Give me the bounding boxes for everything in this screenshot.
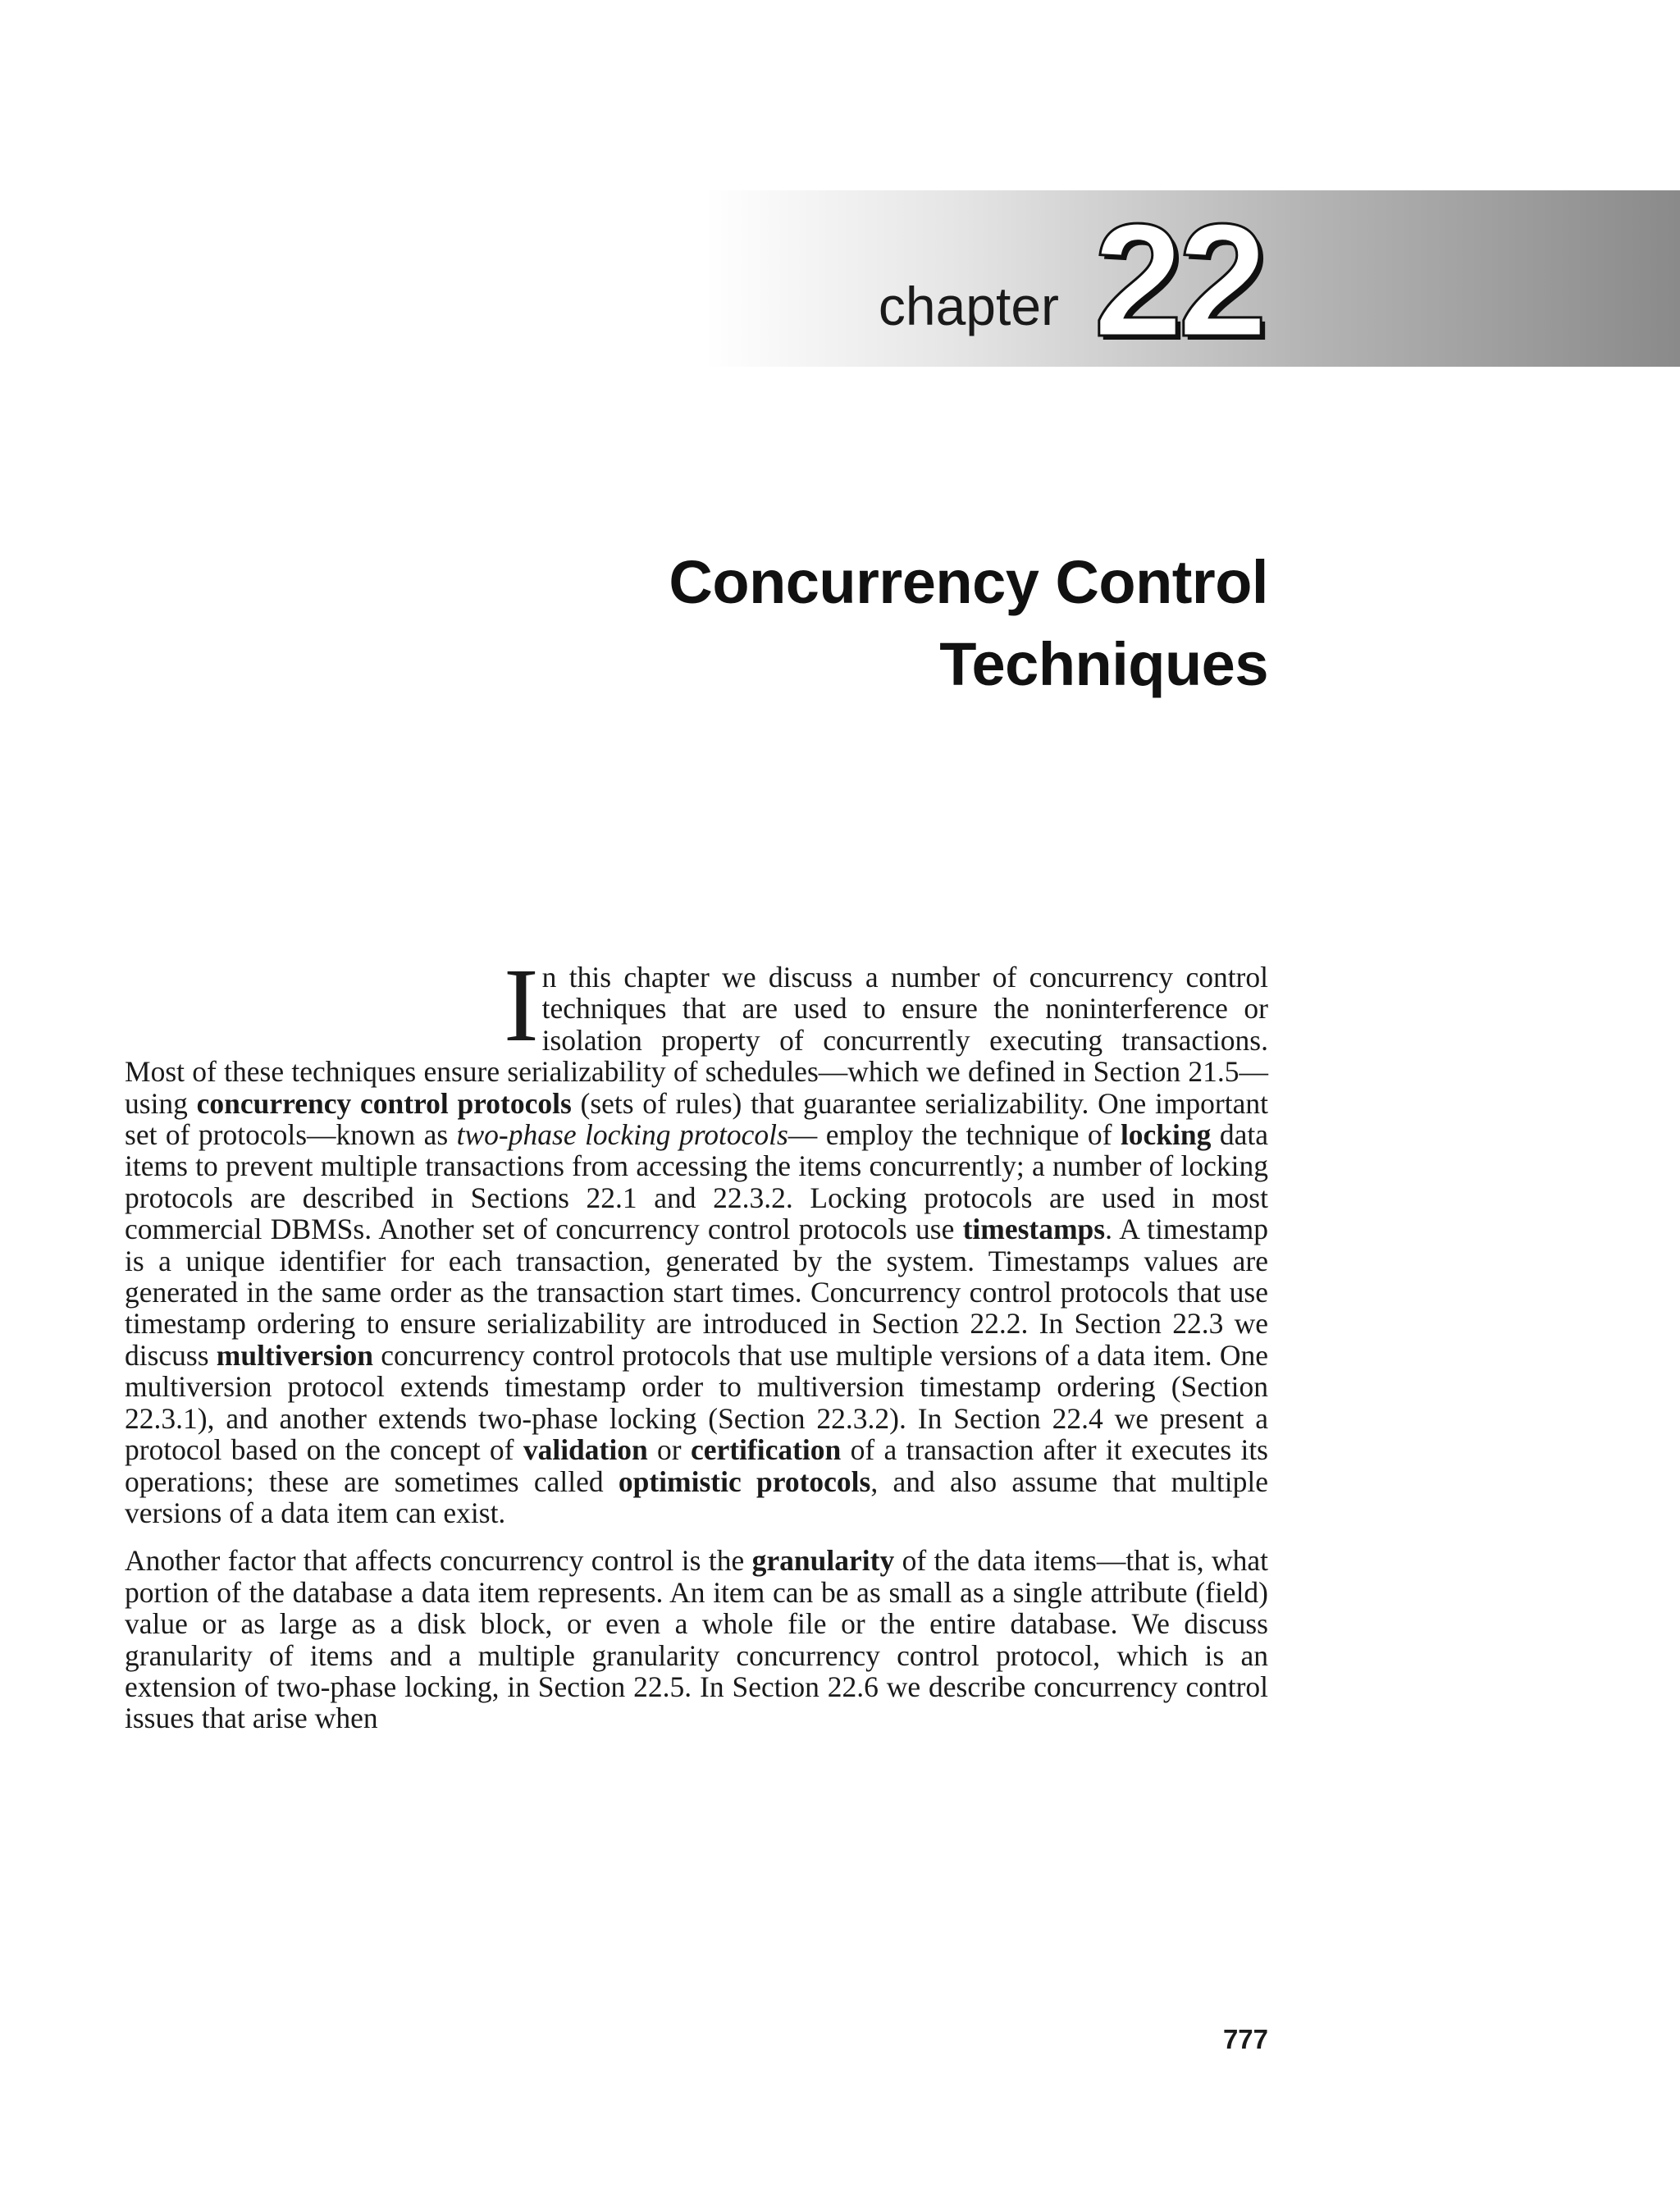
bold-term: certification bbox=[690, 1433, 842, 1467]
chapter-title-line-1: Concurrency Control bbox=[669, 547, 1268, 616]
intro-paragraph-1 bbox=[125, 947, 1269, 1529]
intro-paragraph-2 bbox=[125, 1545, 1268, 1734]
text-run: Another factor that affects concurrency control is the bbox=[125, 1544, 752, 1578]
bold-term: concurrency control protocols bbox=[196, 1086, 572, 1120]
text-run: data items to prevent multiple transactions from accessing the items concurrently; a number of locking protocols are described in Sections 22.1 and 22.3.2. Locking protocols are used in most commercial DBMSs. Another set of concurrency control protocols use bbox=[125, 1118, 1268, 1246]
bold-term: granularity bbox=[751, 1544, 895, 1578]
chapter-intro-body bbox=[125, 947, 1269, 1735]
text-run: of a transaction after it executes its operations; these are sometimes called bbox=[125, 1433, 1268, 1498]
chapter-title bbox=[669, 541, 1268, 706]
chapter-label: chapter bbox=[878, 276, 1059, 336]
chapter-title-line-2: Techniques bbox=[939, 629, 1268, 698]
bold-term: multiversion bbox=[216, 1338, 374, 1372]
bold-term: timestamps bbox=[962, 1213, 1106, 1246]
text-run: , and also assume that multiple versions of a data item can exist. bbox=[125, 1464, 1268, 1529]
text-run: — employ the technique of bbox=[788, 1118, 1121, 1152]
text-run: . A timestamp is a unique identifier for each transaction, generated by the system. Timestamps values are generated in the same order as the transaction start times. Concurrency control protocols that use timestamp ordering to ensure serializability are introduced in Section 22.2. In Section 22.3 we discuss bbox=[125, 1213, 1269, 1372]
text-run: or bbox=[647, 1433, 691, 1467]
bold-term: locking bbox=[1120, 1118, 1212, 1152]
bold-term: optimistic protocols bbox=[618, 1464, 871, 1498]
bold-term: validation bbox=[523, 1433, 648, 1467]
page-number: 777 bbox=[1222, 2024, 1268, 2054]
text-run: concurrency control protocols that use multiple versions of a data item. One multiversion protocol extends timestamp order to multiversion timestamp ordering (Section 22.3.1), and another extends two-phase locking (Section 22.3.2). In Section 22.4 we present a protocol based on the concept of bbox=[125, 1338, 1268, 1467]
text-run: (sets of rules) that guarantee serializability. One important set of protocols—known as bbox=[125, 1086, 1268, 1152]
drop-cap: I bbox=[504, 947, 539, 1063]
text-run: n this chapter we discuss a number of concurrency control techniques that are used to ensure the noninterference or isolation property of concurrently executing transactions. Most of these techniques ensure serializability of schedules—which we defined in Section 21.5—using bbox=[125, 961, 1268, 1120]
italic-term: two-phase locking protocols bbox=[456, 1118, 788, 1152]
chapter-number: 22 bbox=[1093, 190, 1263, 370]
text-run: of the data items—that is, what portion of the database a data item represents. An item can be as small as a single attribute (field) value or as large as a disk block, or even a whole file or the entire database. We discuss granularity of items and a multiple granularity concurrency control protocol, which is an extension of two-phase locking, in Section 22.5. In Section 22.6 we describe concurrency control issues that arise when bbox=[125, 1544, 1268, 1735]
